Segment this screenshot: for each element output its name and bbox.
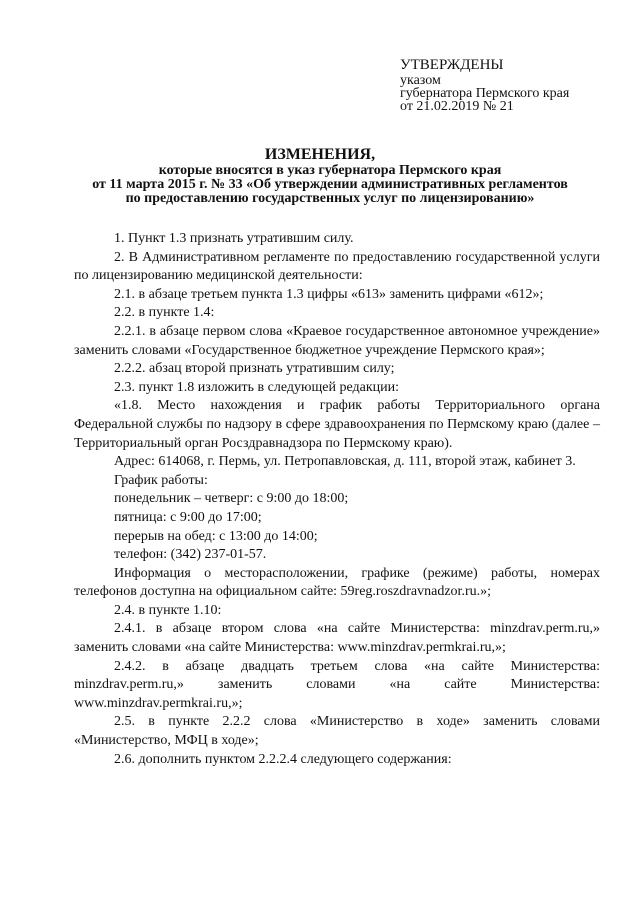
approval-stamp	[400, 58, 569, 113]
paragraph: 1. Пункт 1.3 признать утратившим силу.	[114, 231, 354, 246]
document-subtitle	[60, 164, 600, 206]
subtitle-line: по предоставлению государственных услуг по лицензированию»	[125, 191, 535, 206]
paragraph: перерыв на обед: с 13:00 до 14:00;	[114, 528, 318, 544]
paragraph: 2.1. в абзаце третьем пункта 1.3 цифры «613» заменить цифрами «612»;	[114, 286, 544, 302]
paragraph: «1.8. Место нахождения и график работы Территориального органа Федеральной службы по надзору в сфере здравоохранения по Пермскому краю (далее – Территориальный орган Росздравнадзора по Пермскому краю).	[74, 398, 600, 451]
paragraph: 2.2. в пункте 1.4:	[114, 305, 215, 321]
paragraph: пятница: с 9:00 до 17:00;	[114, 509, 262, 525]
document-title: ИЗМЕНЕНИЯ,	[264, 146, 376, 163]
paragraph: телефон: (342) 237-01-57.	[114, 547, 267, 563]
paragraph: 2.3. пункт 1.8 изложить в следующей редакции:	[114, 379, 399, 395]
approval-heading: УТВЕРЖДЕНЫ	[400, 57, 504, 73]
paragraph: 2. В Административном регламенте по предоставлению государственной услуги по лицензированию медицинской деятельности:	[74, 249, 600, 284]
document-body	[74, 230, 600, 769]
subtitle-line: которые вносятся в указ губернатора Пермского края	[158, 163, 502, 178]
paragraph: 2.2.2. абзац второй признать утратившим силу;	[114, 361, 395, 377]
paragraph: 2.6. дополнить пунктом 2.2.2.4 следующего содержания:	[114, 751, 452, 767]
paragraph: 2.4.1. в абзаце втором слова «на сайте Министерства: minzdrav.perm.ru,» заменить словами «на сайте Министерства: www.minzdrav.permkrai.ru,»;	[74, 621, 600, 656]
paragraph: понедельник – четверг: с 9:00 до 18:00;	[114, 491, 349, 507]
paragraph: 2.2.1. в абзаце первом слова «Краевое государственное автономное учреждение» заменить словами «Государственное бюджетное учреждение Пермского края»;	[74, 323, 600, 358]
paragraph: Информация о месторасположении, графике (режиме) работы, номерах телефонов доступна на официальном сайте: 59reg.roszdravnadzor.ru.»;	[74, 565, 600, 600]
paragraph: Адрес: 614068, г. Пермь, ул. Петропавловская, д. 111, второй этаж, кабинет 3.	[114, 454, 576, 470]
approval-date-number: от 21.02.2019 № 21	[400, 99, 514, 114]
paragraph: 2.5. в пункте 2.2.2 слова «Министерство в ходе» заменить словами «Министерство, МФЦ в ходе»;	[74, 714, 600, 749]
paragraph: 2.4. в пункте 1.10:	[114, 602, 222, 618]
approval-line: указом	[400, 73, 441, 88]
paragraph: 2.4.2. в абзаце двадцать третьем слова «на сайте Министерства: minzdrav.perm.ru,» заменить словами «на сайте Министерства: www.minzdrav.permkrai.ru,»;	[74, 658, 600, 711]
paragraph: График работы:	[114, 472, 208, 488]
subtitle-line: от 11 марта 2015 г. № 33 «Об утверждении административных регламентов	[92, 177, 568, 192]
approval-line: губернатора Пермского края	[400, 86, 570, 101]
